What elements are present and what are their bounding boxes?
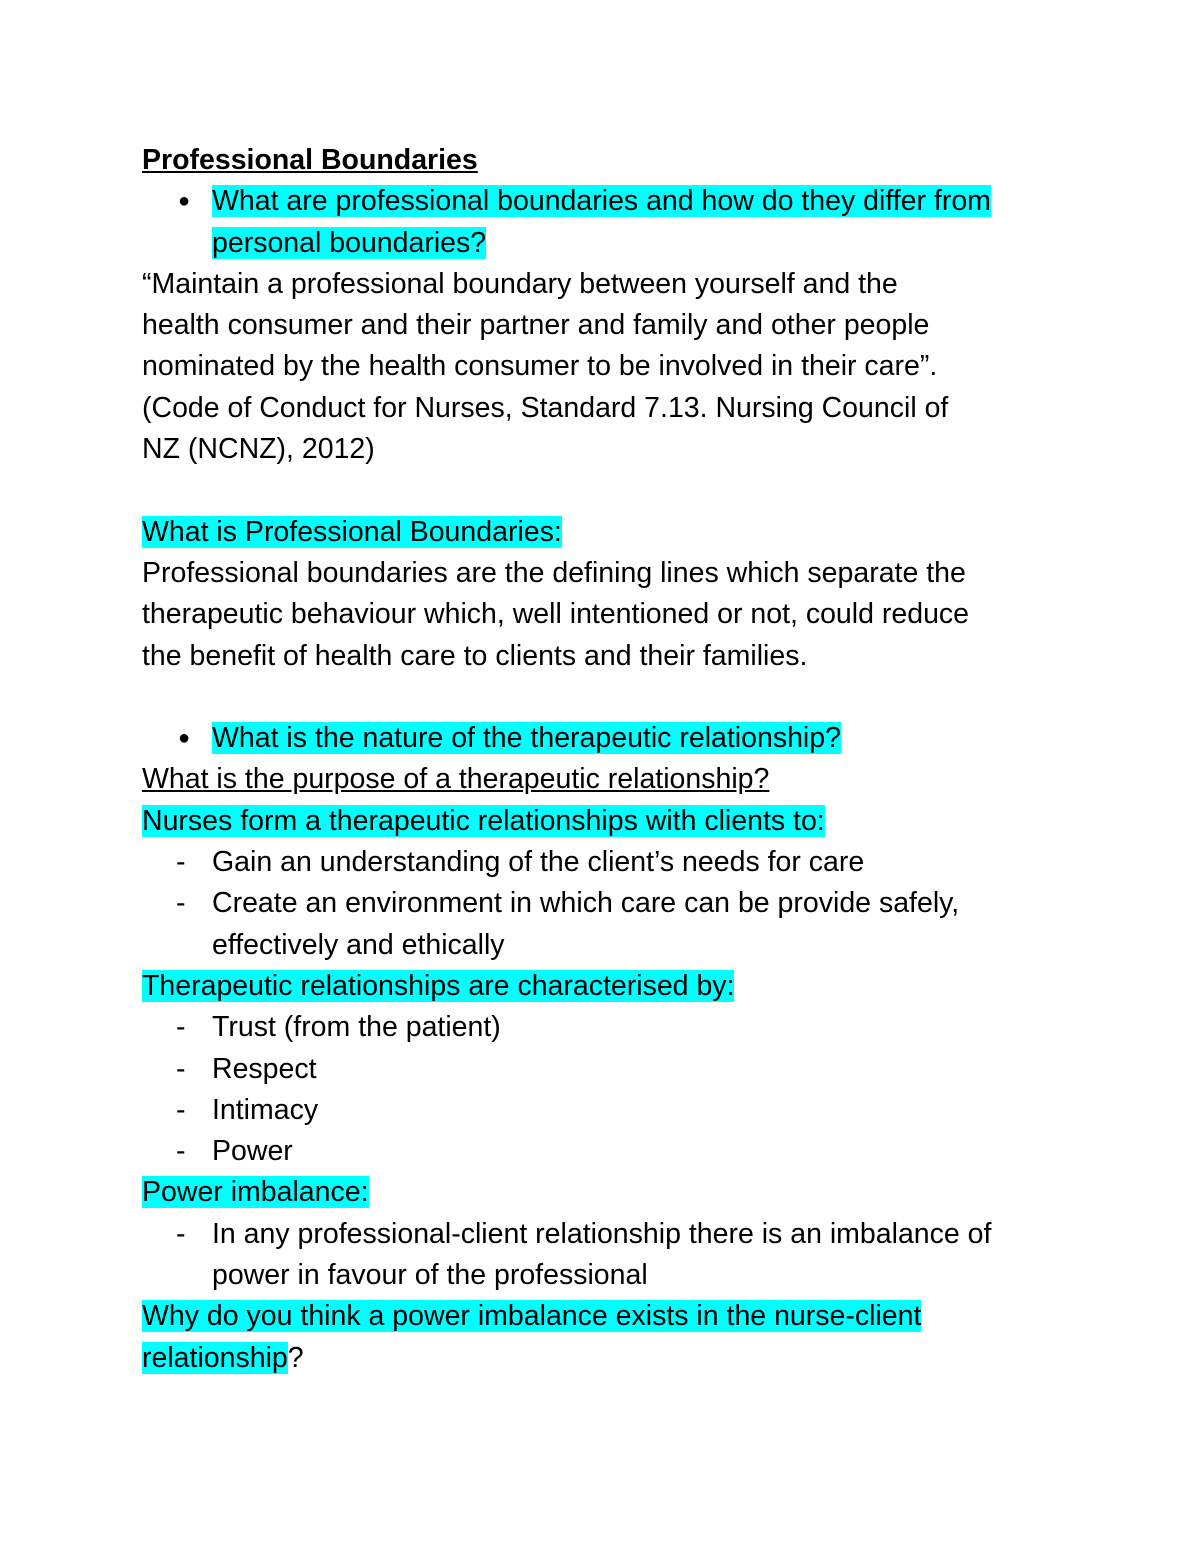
purpose-intro: Nurses form a therapeutic relationships with clients to: (142, 804, 825, 837)
spacer (142, 470, 1072, 511)
dash-icon: - (176, 1093, 186, 1126)
question-2-text: What is the nature of the therapeutic relationship? (212, 722, 841, 755)
definition-line: therapeutic behaviour which, well intentioned or not, could reduce (142, 598, 970, 631)
list-item: - Power (142, 1131, 1072, 1172)
why-question-line: Why do you think a power imbalance exists in the nurse-client (142, 1300, 922, 1333)
quote-line: health consumer and their partner and family and other people (142, 309, 930, 342)
dash-icon: - (176, 1135, 186, 1168)
definition-line: the benefit of health care to clients and their families. (142, 639, 808, 672)
list-item: - Respect (142, 1049, 1072, 1090)
list-item: - Create an environment in which care can be provide safely, effectively and ethically (142, 883, 1072, 966)
quote-line: (Code of Conduct for Nurses, Standard 7.13. Nursing Council of (142, 391, 949, 424)
purpose-heading: What is the purpose of a therapeutic relationship? (142, 763, 770, 796)
list-item: - Gain an understanding of the client’s needs for care (142, 842, 1072, 883)
document-page (142, 140, 1072, 1379)
dash-icon: - (176, 846, 186, 879)
why-question-line: relationship? (142, 1341, 304, 1374)
list-item: - In any professional-client relationship there is an imbalance of power in favour of the professional (142, 1214, 1072, 1297)
question-2-item (142, 718, 1072, 759)
question-1-text: What are professional boundaries and how do they differ from personal boundaries? (212, 185, 991, 259)
characterised-heading: Therapeutic relationships are characterised by: (142, 969, 735, 1002)
bullet-icon: ● (178, 190, 191, 213)
quote-line: “Maintain a professional boundary between yourself and the (142, 267, 898, 300)
spacer (142, 677, 1072, 718)
dash-icon: - (176, 1011, 186, 1044)
question-1-item (142, 181, 1072, 264)
dash-icon: - (176, 1217, 186, 1250)
dash-icon: - (176, 1052, 186, 1085)
quote-line: nominated by the health consumer to be involved in their care”. (142, 350, 938, 383)
power-heading: Power imbalance: (142, 1176, 369, 1209)
list-item: - Intimacy (142, 1090, 1072, 1131)
bullet-icon: ● (178, 727, 191, 750)
definition-heading: What is Professional Boundaries: (142, 515, 562, 548)
quote-line: NZ (NCNZ), 2012) (142, 433, 375, 466)
dash-icon: - (176, 887, 186, 920)
definition-line: Professional boundaries are the defining lines which separate the (142, 556, 966, 589)
document-title: Professional Boundaries (142, 144, 478, 176)
list-item: - Trust (from the patient) (142, 1007, 1072, 1048)
